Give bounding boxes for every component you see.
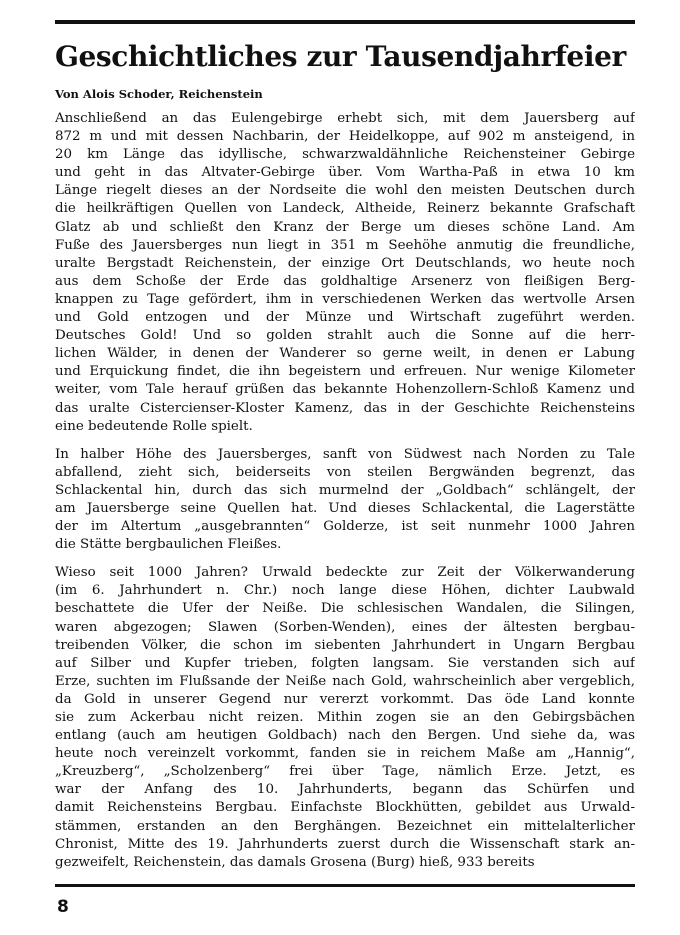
text-line: gezweifelt, Reichenstein, das damals Grosena (Burg) hieß, 933 bereits (55, 854, 535, 870)
text-line: In halber Höhe des Jauersberges, sanft von Südwest nach Norden zu Tale (55, 446, 635, 462)
text-line: Länge riegelt dieses an der Nordseite die wohl den meisten Deutschen durch (55, 183, 635, 199)
text-line: Erze, suchten im Flußsande der Neiße nach Gold, wahrscheinlich aber vergeblich, (55, 673, 635, 689)
text-line: stämmen, erstanden an den Berghängen. Bezeichnet ein mittelalterlicher (55, 818, 635, 834)
text-line: Deutsches Gold! Und so golden strahlt auch die Sonne auf die herr- (55, 328, 635, 344)
text-line: 20 km Länge das idyllische, schwarzwaldähnliche Reichensteiner Gebirge (55, 147, 635, 163)
article-body (55, 110, 635, 882)
text-line: Schlackental hin, durch das sich murmelnd der „Goldbach“ schlängelt, der (55, 482, 635, 498)
text-line: aus dem Schoße der Erde das goldhaltige Arsenerz von fleißigen Berg- (55, 273, 635, 289)
text-line: der im Altertum „ausgebrannten“ Golderze, ist seit nunmehr 1000 Jahren (55, 519, 635, 535)
text-line: lichen Wälder, in denen der Wanderer so gerne weilt, in denen er Labung (55, 346, 635, 362)
text-line: damit Reichensteins Bergbau. Einfachste Blockhütten, gebildet aus Urwald- (55, 800, 635, 816)
text-line: eine bedeutende Rolle spielt. (55, 418, 253, 434)
text-line: das uralte Cistercienser-Kloster Kamenz, das in der Geschichte Reichensteins (55, 400, 635, 416)
text-line: sie zum Ackerbau nicht reizen. Mithin zogen sie an den Gebirgsbächen (55, 710, 635, 725)
text-line: uralte Bergstadt Reichenstein, der einzige Ort Deutschlands, wo heute noch (55, 255, 635, 271)
bottom-rule (55, 884, 635, 887)
text-line: Wieso seit 1000 Jahren? Urwald bedeckte zur Zeit der Völkerwanderung (55, 565, 635, 581)
text-line: und geht in das Altvater-Gebirge über. Vom Wartha-Paß in etwa 10 km (55, 165, 635, 181)
text-line: die Stätte bergbaulichen Fleißes. (55, 537, 282, 553)
text-line: und Erquickung findet, die ihn begeistern und erfreuen. Nur wenige Kilometer (55, 364, 635, 380)
paragraph (55, 446, 635, 555)
text-line: Chronist, Mitte des 19. Jahrhunderts zuerst durch die Wissenschaft stark an- (55, 836, 635, 852)
text-line: heute noch vereinzelt vorkommt, fanden sie in reichem Maße am „Hannig“, (55, 746, 635, 762)
text-line: und Gold entzogen und der Münze und Wirtschaft zugeführt werden. (55, 310, 635, 326)
text-line: weiter, vom Tale herauf grüßen das bekannte Hohenzollern-Schloß Kamenz und (55, 382, 635, 398)
text-line: waren abgezogen; Slawen (Sorben-Wenden), eines der ältesten bergbau- (55, 619, 635, 635)
text-line: beschattete die Ufer der Neiße. Die schlesischen Wandalen, die Silingen, (55, 601, 635, 617)
paragraph (55, 110, 635, 436)
article-title: Geschichtliches zur Tausendjahrfeier (55, 40, 626, 73)
text-line: knappen zu Tage gefördert, ihm in verschiedenen Werken das wertvolle Arsen (55, 291, 635, 307)
text-line: war der Anfang des 10. Jahrhunderts, begann das Schürfen und (55, 782, 635, 798)
text-line: 872 m und mit dessen Nachbarin, der Heidelkoppe, auf 902 m ansteigend, in (55, 129, 635, 145)
author-byline: Von Alois Schoder, Reichenstein (55, 87, 263, 101)
top-rule (55, 20, 635, 24)
text-line: Glatz ab und schließt den Kranz der Berge um dieses schöne Land. Am (55, 219, 635, 235)
text-line: Fuße des Jauersberges nun liegt in 351 m Seehöhe anmutig die freundliche, (55, 237, 635, 253)
text-line: treibenden Völker, die schon im siebenten Jahrhundert in Ungarn Bergbau (55, 637, 635, 653)
text-line: die heilkräftigen Quellen von Landeck, Altheide, Reinerz bekannte Grafschaft (55, 201, 635, 217)
paragraph (55, 564, 635, 872)
page-number: 8 (57, 897, 69, 917)
text-line: entlang (auch am heutigen Goldbach) nach den Bergen. Und siehe da, was (55, 728, 635, 744)
text-line: Anschließend an das Eulengebirge erhebt sich, mit dem Jauersberg auf (55, 111, 635, 126)
text-line: (im 6. Jahrhundert n. Chr.) noch lange diese Höhen, dichter Laubwald (55, 583, 635, 599)
text-line: am Jauersberge seine Quellen hat. Und dieses Schlackental, die Lagerstätte (55, 500, 635, 516)
text-line: abfallend, zieht sich, beiderseits von steilen Bergwänden begrenzt, das (55, 464, 635, 480)
text-line: auf Silber und Kupfer trieben, folgten langsam. Sie verstanden sich auf (55, 655, 635, 671)
text-line: „Kreuzberg“, „Scholzenberg“ frei über Tage, nämlich Erze. Jetzt, es (55, 764, 635, 780)
text-line: da Gold in unserer Gegend nur vererzt vorkommt. Das öde Land konnte (55, 691, 635, 707)
